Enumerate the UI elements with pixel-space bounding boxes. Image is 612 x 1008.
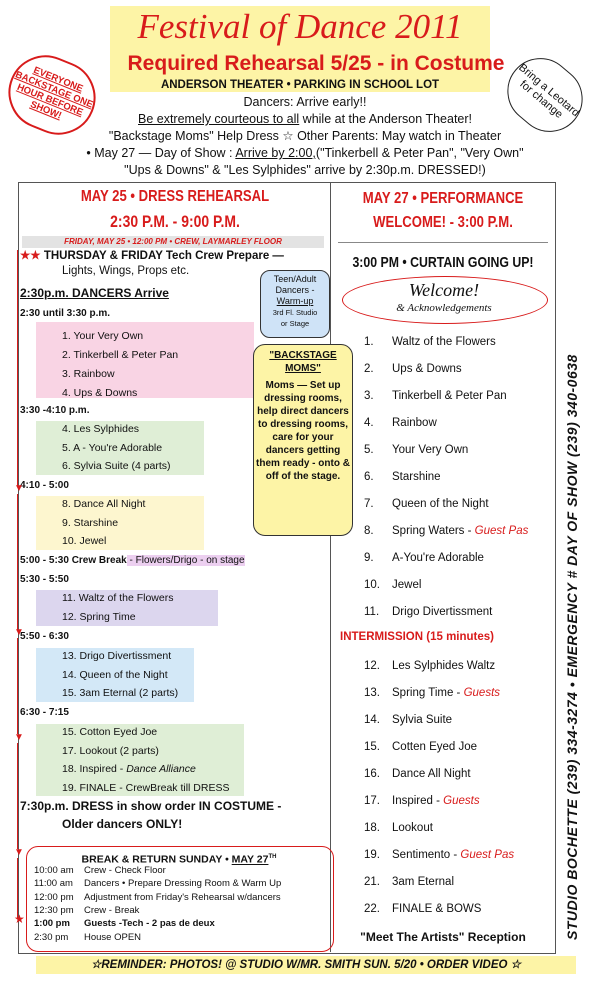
program-title: Cotten Eyed Joe: [392, 741, 478, 753]
program-item: [364, 335, 496, 349]
program-number: 11.: [364, 606, 380, 618]
tech-crew-line2: Lights, Wings, Props etc.: [62, 265, 190, 277]
program-item: [364, 497, 489, 511]
sunday-time: 1:00 pm: [34, 918, 70, 930]
intermission-line: INTERMISSION (15 minutes): [340, 631, 494, 643]
performance-heading: MAY 27 • PERFORMANCE: [362, 190, 524, 207]
reception-line: "Meet The Artists" Reception: [360, 930, 526, 944]
star-icon: ★★: [20, 250, 44, 262]
program-item: [364, 902, 481, 916]
performance-time: WELCOME! - 3:00 P.M.: [373, 214, 513, 231]
program-number: 21.: [364, 876, 380, 888]
program-title: Drigo Divertissment: [392, 606, 493, 618]
program-title: Spring Waters -: [392, 525, 475, 537]
sunday-row: [34, 931, 141, 944]
program-item: [364, 848, 514, 862]
program-number: 5.: [364, 444, 374, 456]
program-item: [364, 767, 471, 781]
arrow-down-icon: ▼: [14, 483, 24, 494]
list-item: 15. 3am Eternal (2 parts): [62, 687, 179, 699]
timeline-line: [17, 743, 18, 849]
list-item: 10. Jewel: [62, 535, 107, 547]
program-item: [364, 794, 480, 808]
program-number: 10.: [364, 579, 380, 591]
program-title: Dance All Night: [392, 768, 471, 780]
welcome-text: Welcome!: [408, 280, 480, 300]
program-item: [364, 713, 452, 727]
rehearsal-time: 2:30 P.M. - 9:00 P.M.: [110, 212, 240, 231]
sunday-text: House OPEN: [84, 931, 142, 943]
program-title: Jewel: [392, 579, 422, 591]
program-title: Spring Time -: [392, 687, 464, 699]
program-title: Your Very Own: [392, 444, 469, 456]
backstage-stamp: EVERYONE BACKSTAGE ONE HOUR BEFORE SHOW!: [0, 44, 107, 146]
list-item: 13. Drigo Divertissment: [62, 650, 172, 662]
timeline-line: [17, 250, 18, 486]
arrow-down-icon: ▼: [14, 847, 24, 858]
intro-line: Dancers: Arrive early!!: [243, 95, 367, 109]
program-item: [364, 605, 492, 619]
timeline-line: [17, 858, 18, 918]
dress-line2: Older dancers ONLY!: [62, 817, 183, 831]
intro-line: Be extremely courteous to all while at the Anderson Theater!: [138, 112, 472, 126]
list-item: 1. Your Very Own: [62, 330, 144, 342]
rule: [338, 242, 548, 243]
guest-label: Guests: [463, 687, 501, 699]
dress-line: 7:30p.m. DRESS in show order IN COSTUME -: [20, 799, 282, 813]
sunday-row: [34, 891, 281, 904]
program-number: 19.: [364, 849, 380, 861]
program-item: [364, 875, 454, 889]
program-item: [364, 524, 528, 538]
program-item: [364, 686, 500, 700]
list-item: 4. Les Sylphides: [62, 423, 140, 435]
list-item: 14. Queen of the Night: [62, 668, 168, 681]
program-title: Rainbow: [392, 417, 437, 429]
rehearsal-heading: MAY 25 • DRESS REHEARSAL: [80, 188, 270, 205]
arrow-down-icon: ▼: [14, 732, 24, 743]
curtain-line: 3:00 PM • CURTAIN GOING UP!: [352, 254, 534, 271]
time-slot: 4:10 - 5:00: [20, 480, 69, 491]
program-item: [364, 443, 468, 457]
program-title: A-You're Adorable: [392, 552, 484, 564]
time-slot: 5:30 - 5:50: [20, 574, 69, 585]
acknowledgements-text: & Acknowledgements: [396, 302, 492, 314]
intro-line: • May 27 — Day of Show : Arrive by 2:00,("Tinkerbell & Peter Pan", "Very Own": [86, 146, 524, 160]
sunday-text: Adjustment from Friday's Rehearsal w/dancers: [84, 891, 281, 903]
program-title: Waltz of the Flowers: [392, 336, 496, 348]
program-title: Sentimento -: [392, 849, 461, 861]
page-title: Festival of Dance 2011: [137, 7, 463, 46]
program-number: 1.: [364, 336, 374, 348]
list-item: 2. Tinkerbell & Peter Pan: [62, 349, 179, 361]
time-slot: 6:30 - 7:15: [20, 707, 69, 718]
list-item: 17. Lookout (2 parts): [62, 744, 159, 757]
program-title: 3am Eternal: [392, 876, 455, 888]
sunday-text: Crew - Break: [84, 904, 140, 916]
sunday-time: 10:00 am: [34, 865, 74, 876]
program-number: 2.: [364, 363, 374, 375]
intro-line: "Ups & Downs" & "Les Sylphides" arrive by 2:30p.m. DRESSED!): [124, 163, 486, 177]
program-number: 18.: [364, 822, 380, 834]
program-item: [364, 551, 484, 565]
teen-warmup-box: Teen/Adult Dancers - Warm-up 3rd Fl. Studio or Stage: [260, 270, 330, 338]
column-divider: [330, 182, 331, 952]
program-number: 4.: [364, 417, 374, 429]
program-title: Inspired -: [392, 795, 444, 807]
arrow-down-icon: ▼: [14, 627, 24, 638]
program-title: Lookout: [392, 822, 433, 834]
crew-break-line: 5:00 - 5:30 Crew Break - Flowers/Drigo - on stage: [20, 555, 245, 566]
program-number: 14.: [364, 714, 380, 726]
venue-line: ANDERSON THEATER • PARKING IN SCHOOL LOT: [160, 79, 440, 91]
dance-alliance-label: Dance Alliance: [126, 763, 196, 775]
program-number: 7.: [364, 498, 374, 510]
intro-line: "Backstage Moms" Help Dress ☆ Other Parents: May watch in Theater: [108, 129, 502, 143]
sunday-heading: BREAK & RETURN SUNDAY • MAY 27TH: [81, 853, 277, 866]
list-item: 18. Inspired - Dance Alliance: [62, 763, 196, 775]
sunday-row: [34, 877, 281, 890]
tech-crew-line: ★★ THURSDAY & FRIDAY Tech Crew Prepare —: [20, 250, 284, 262]
list-item: 4. Ups & Downs: [62, 387, 138, 399]
program-item: [364, 389, 507, 403]
program-number: 15.: [364, 741, 380, 753]
guest-label: Guest Pas: [460, 849, 515, 861]
program-item: [364, 470, 441, 484]
program-title: Queen of the Night: [392, 498, 489, 510]
program-title: Starshine: [392, 471, 441, 483]
contact-vertical: STUDIO BOCHETTE (239) 334-3274 • EMERGENCY # DAY OF SHOW (239) 340-0638: [564, 354, 580, 940]
page-subtitle: Required Rehearsal 5/25 - in Costume: [127, 52, 505, 75]
list-item: 6. Sylvia Suite (4 parts): [62, 460, 171, 472]
program-item: [364, 659, 495, 673]
program-title: Les Sylphides Waltz: [392, 660, 496, 672]
sunday-time: 12:00 pm: [34, 891, 74, 903]
program-title: FINALE & BOWS: [392, 903, 482, 915]
program-item: [364, 740, 477, 754]
list-item: 9. Starshine: [62, 516, 119, 529]
list-item: 12. Spring Time: [62, 610, 136, 623]
reminder-footer: ☆REMINDER: PHOTOS! @ STUDIO W/MR. SMITH SUN. 5/20 • ORDER VIDEO ☆: [36, 956, 576, 974]
sunday-time: 2:30 pm: [34, 931, 69, 943]
time-slot: 3:30 -4:10 p.m.: [20, 405, 90, 416]
program-title: Tinkerbell & Peter Pan: [392, 390, 507, 402]
sunday-text: Crew - Check Floor: [84, 865, 166, 876]
list-item: 8. Dance All Night: [62, 498, 146, 510]
sunday-time: 12:30 pm: [34, 904, 74, 916]
list-item: 5. A - You're Adorable: [62, 441, 163, 454]
program-title: Sylvia Suite: [392, 714, 453, 726]
sunday-time: 11:00 am: [34, 878, 73, 890]
guest-label: Guests: [443, 795, 480, 807]
crew-bar-text: FRIDAY, MAY 25 • 12:00 PM • CREW, LAYMARLEY FLOOR: [64, 237, 282, 246]
time-slot: 5:50 - 6:30: [20, 631, 69, 642]
intro-block: [40, 94, 570, 179]
sunday-text: Dancers • Prepare Dressing Room & Warm Up: [84, 878, 282, 890]
backstage-moms-box: "BACKSTAGE MOMS" Moms — Set up dressing rooms, help direct dancers to dressing rooms, care for your dancers getting them ready - onto & off of the stage.: [253, 344, 353, 536]
sunday-row: [34, 917, 215, 930]
program-number: 13.: [364, 687, 380, 699]
arrive-line: 2:30p.m. DANCERS Arrive: [20, 286, 169, 300]
program-number: 8.: [364, 525, 374, 537]
list-item: 15. Cotton Eyed Joe: [62, 726, 158, 738]
program-title: Ups & Downs: [392, 363, 462, 375]
time-slot: 2:30 until 3:30 p.m.: [20, 308, 111, 319]
list-item: 3. Rainbow: [62, 368, 115, 380]
timeline-line: [17, 494, 18, 630]
program-number: 9.: [364, 552, 374, 564]
star-icon: ★: [14, 912, 25, 926]
timeline-line: [17, 638, 18, 734]
list-item: 19. FINALE - CrewBreak till DRESS: [62, 781, 230, 794]
program-number: 16.: [364, 768, 380, 780]
program-number: 12.: [364, 660, 380, 672]
program-number: 6.: [364, 471, 374, 483]
program-item: [364, 362, 462, 376]
sunday-row: [34, 864, 166, 877]
program-item: [364, 821, 433, 835]
leotard-note: Bring a Leotard for change: [494, 45, 596, 146]
sunday-text: Guests -Tech - 2 pas de deux: [84, 918, 215, 930]
program-item: [364, 578, 421, 592]
program-number: 3.: [364, 390, 374, 402]
program-number: 22.: [364, 903, 380, 915]
program-number: 17.: [364, 795, 380, 807]
guest-label: Guest Pas: [474, 525, 529, 537]
sunday-row: [34, 904, 139, 917]
list-item: 11. Waltz of the Flowers: [62, 592, 174, 604]
program-item: [364, 416, 437, 430]
